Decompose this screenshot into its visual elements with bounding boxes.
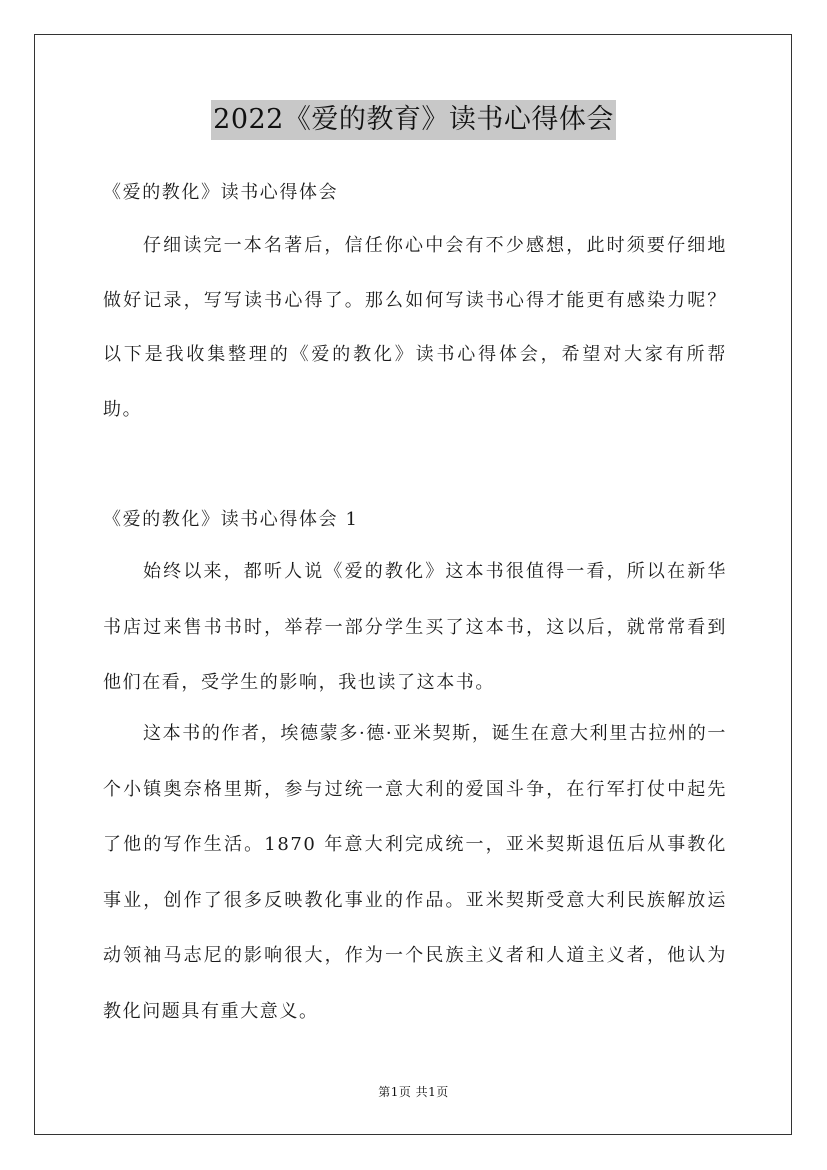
section-paragraph-2: 这本书的作者，埃德蒙多·德·亚米契斯，诞生在意大利里古拉州的一个小镇奥奈格里斯，参与过统一意大利的爱国斗争，在行军打仗中起先了他的写作生活。1870 年意大利完成统一，亚米契斯退伍后从事教化事业，创作了很多反映教化事业的作品。亚米契斯受意大利民族解放运动领袖马志尼的影响很大，作为一个民族主义者和人道主义者，他认为教化问题具有重大意义。: [103, 723, 727, 1022]
title-container: [0, 100, 827, 140]
document-title: 2022《爱的教育》读书心得体会: [211, 100, 616, 140]
intro-heading: 《爱的教化》读书心得体会: [103, 182, 339, 203]
section-heading: 《爱的教化》读书心得体会 1: [103, 509, 359, 530]
page-number-footer: 第1页 共1页: [378, 1085, 449, 1099]
intro-paragraph: 仔细读完一本名著后，信任你心中会有不少感想，此时须要仔细地做好记录，写写读书心得了。那么如何写读书心得才能更有感染力呢？以下是我收集整理的《爱的教化》读书心得体会，希望对大家有所帮助。: [103, 235, 727, 420]
section-paragraph-1: 始终以来，都听人说《爱的教化》这本书很值得一看，所以在新华书店过来售书书时，举荐一部分学生买了这本书，这以后，就常常看到他们在看，受学生的影响，我也读了这本书。: [103, 561, 727, 693]
